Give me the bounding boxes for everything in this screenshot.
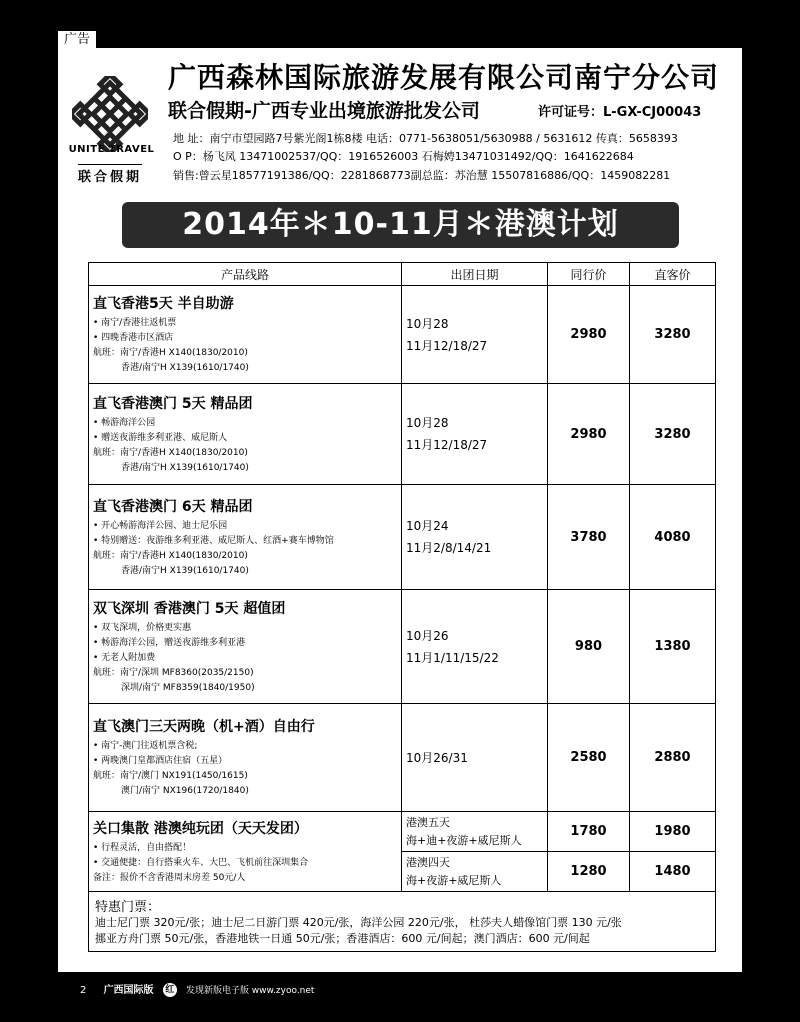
special-tickets-row [89, 892, 716, 952]
direct-price: 2880 [630, 704, 716, 812]
product-table [88, 262, 716, 952]
column-header: 同行价 [548, 263, 630, 286]
flight-info: 澳门/南宁 NX196(1720/1840) [121, 786, 249, 796]
route-note: 备注：报价不含香港周末房差 50元/人 [93, 872, 246, 883]
route-feature: • 畅游海洋公园，赠送夜游维多利亚港 [93, 637, 246, 648]
flight-info: 航班：南宁/澳门 NX191(1450/1615) [93, 771, 248, 781]
column-header: 直客价 [630, 263, 716, 286]
route-feature: • 两晚澳门皇都酒店住宿（五星） [93, 756, 228, 766]
flight-info: 航班：南宁/香港H X140(1830/2010) [93, 447, 248, 458]
departure-date: 10月26 [406, 628, 449, 643]
brand-english: UNITE TRAVEL [68, 144, 155, 155]
flight-info: 航班：南宁/香港H X140(1830/2010) [93, 550, 248, 561]
flight-info: 香港/南宁H X139(1610/1740) [121, 565, 249, 576]
peer-price: 3780 [548, 485, 630, 590]
publication-badge-icon: 红 [163, 983, 177, 997]
direct-price: 1480 [630, 852, 716, 892]
route-cell [89, 812, 402, 892]
departure-date: 11月12/18/27 [406, 338, 488, 353]
direct-price: 3280 [630, 384, 716, 485]
column-header: 出团日期 [402, 263, 548, 286]
route-cell [89, 590, 402, 704]
peer-price: 1780 [548, 812, 630, 852]
plan-banner: 2014年＊10-11月＊港澳计划 [122, 202, 679, 248]
peer-price: 2980 [548, 384, 630, 485]
table-row [89, 812, 716, 852]
flight-info: 航班：南宁/香港H X140(1830/2010) [93, 348, 248, 358]
special-tickets [89, 892, 716, 952]
direct-price: 3280 [630, 286, 716, 384]
variant-cell [402, 852, 548, 892]
variant-detail: 海+迪+夜游+威尼斯人 [406, 833, 522, 847]
peer-price: 2580 [548, 704, 630, 812]
route-cell [89, 384, 402, 485]
departure-date: 11月12/18/27 [406, 438, 488, 452]
route-title: 直飞香港5天 半自助游 [93, 296, 234, 312]
direct-price: 1380 [630, 590, 716, 704]
route-feature: • 四晚香港市区酒店 [93, 333, 174, 343]
route-feature: • 开心畅游海洋公园、迪士尼乐园 [93, 520, 228, 531]
route-title: 直飞香港澳门 5天 精品团 [93, 395, 253, 412]
dates-cell [402, 485, 548, 590]
contact-address: 地 址：南宁市望园路7号紫光阁1栋8楼 电话：0771-5638051/5630988 / 5631612 传真：5658393 [173, 132, 678, 145]
special-ticket-line: 迪士尼门票 320元/张；迪士尼二日游门票 420元/张，海洋公园 220元/张， 杜莎夫人蜡像馆门票 130 元/张 [95, 916, 622, 929]
table-row [89, 384, 716, 485]
route-feature: • 交通便捷：自行搭乘火车、大巴、飞机前往深圳集合 [93, 857, 309, 868]
departure-date: 10月24 [406, 519, 449, 533]
contact-op: O P：杨飞凤 13471002537/QQ：1916526003 石梅娉13471031492/QQ：1641622684 [173, 150, 634, 163]
route-feature: • 南宁/香港往返机票 [93, 318, 177, 328]
departure-date: 10月28 [406, 416, 449, 430]
route-feature: • 无老人附加费 [93, 652, 156, 663]
route-title: 双飞深圳 香港澳门 5天 超值团 [93, 600, 286, 617]
footer [80, 981, 314, 997]
departure-date: 11月1/11/15/22 [406, 650, 499, 665]
page-number: 2 [80, 985, 87, 996]
route-feature: • 特别赠送：夜游维多利亚港、威尼斯人、红酒+赛车博物馆 [93, 535, 334, 546]
table-header-row [89, 263, 716, 286]
dates-cell [402, 286, 548, 384]
route-feature: • 南宁-澳门往返机票含税; [93, 741, 198, 751]
endless-knot-logo-icon [72, 76, 148, 152]
peer-price: 2980 [548, 286, 630, 384]
brand-chinese: 联合假期 [78, 164, 142, 185]
table-row [89, 286, 716, 384]
departure-date: 11月2/8/14/21 [406, 541, 492, 555]
table-row [89, 590, 716, 704]
table-row [89, 485, 716, 590]
departure-date: 10月26/31 [406, 750, 468, 765]
peer-price: 980 [548, 590, 630, 704]
website-note: 发现新版电子版 www.zyoo.net [185, 986, 315, 996]
variant-name: 港澳四天 [406, 855, 450, 869]
dates-cell [402, 384, 548, 485]
special-ticket-line: 挪亚方舟门票 50元/张，香港地铁一日通 50元/张；香港酒店：600 元/间起；澳门酒店：600 元/间起 [95, 932, 590, 945]
variant-name: 港澳五天 [406, 815, 450, 829]
publication-name: 广西国际版 [103, 985, 154, 996]
route-cell [89, 704, 402, 812]
flight-info: 深圳/南宁 MF8359(1840/1950) [121, 682, 255, 693]
dates-cell [402, 590, 548, 704]
column-header: 产品线路 [89, 263, 402, 286]
flight-info: 航班：南宁/深圳 MF8360(2035/2150) [93, 667, 254, 678]
direct-price: 4080 [630, 485, 716, 590]
license-number: 许可证号：L-GX-CJ00043 [538, 105, 702, 120]
route-feature: • 双飞深圳，价格更实惠 [93, 622, 192, 633]
variant-cell [402, 812, 548, 852]
route-feature: • 畅游海洋公园 [93, 417, 156, 428]
route-cell [89, 485, 402, 590]
dates-cell [402, 704, 548, 812]
special-tickets-title: 特惠门票： [95, 900, 161, 915]
departure-date: 10月28 [406, 316, 449, 331]
direct-price: 1980 [630, 812, 716, 852]
route-feature: • 赠送夜游维多利亚港、威尼斯人 [93, 432, 228, 443]
table-row [89, 704, 716, 812]
company-name: 广西森林国际旅游发展有限公司南宁分公司 [168, 61, 720, 94]
flight-info: 香港/南宁H X139(1610/1740) [121, 462, 249, 473]
peer-price: 1280 [548, 852, 630, 892]
route-title: 关口集散 港澳纯玩团（天天发团） [93, 820, 308, 837]
route-feature: • 行程灵活，自由搭配！ [93, 842, 192, 853]
slogan: 联合假期-广西专业出境旅游批发公司 [168, 100, 480, 122]
route-title: 直飞香港澳门 6天 精品团 [93, 498, 253, 515]
route-cell [89, 286, 402, 384]
variant-detail: 海+夜游+威尼斯人 [406, 873, 502, 887]
route-title: 直飞澳门三天两晚（机+酒）自由行 [93, 719, 315, 735]
advertisement-page [58, 48, 742, 972]
flight-info: 香港/南宁H X139(1610/1740) [121, 363, 249, 373]
contact-sales: 销售:曾云星18577191386/QQ：2281868773副总监：苏治慧 15507816886/QQ：1459082281 [173, 169, 671, 182]
ad-label: 广告 [57, 30, 97, 50]
